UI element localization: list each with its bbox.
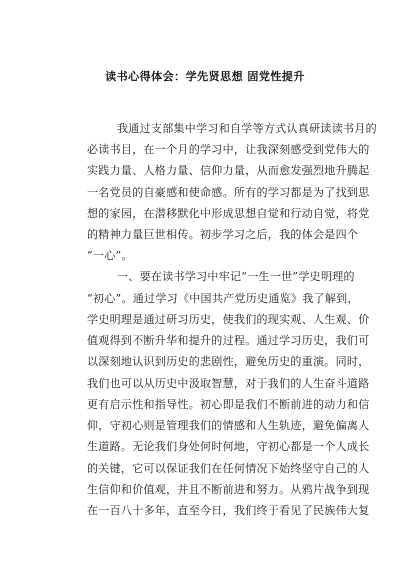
body-line: 一名党员的自豪感和使命感。所有的学习都是为了找到思 [87,186,370,199]
body-line: 在一百八十多年，直至今日，我们终于看见了民族伟大复 [87,504,370,517]
body-line: 生道路。无论我们身处何时何地，守初心都是一个人成长 [87,440,370,453]
body-line: 实践力量、人格力量、信仰力量，从而愈发强烈地升腾起 [87,164,370,177]
body-line: 我通过支部集中学习和自学等方式认真研读读书月的 [117,122,377,135]
body-line: 仰，守初心则是管理我们的情感和人生轨迹，避免偏离人 [87,419,370,432]
body-line: 想的家园，在潜移默化中形成思想自觉和行动自觉，将党 [87,207,370,220]
body-line: 学史明理是通过研习历史，使我们的现实观、人生观、价 [87,313,370,326]
document-title: 读书心得体会：学先贤思想 固党性提升 [105,70,305,83]
body-line: 必读书目，在一个月的学习中，让我深刻感受到党伟大的 [87,143,370,156]
body-line: 的精神力量巨世相传。初步学习之后，我的体会是四个 [87,228,359,241]
body-line: 以深刻地认识到历史的悲剧性，避免历史的重演。同时， [87,355,370,368]
body-line: 更有启示性和指导性。初心即是我们不断前进的动力和信 [87,398,370,411]
body-line: 一、要在读书学习中牢记“一生一世”学史明理的 [117,270,355,283]
body-line: 我们也可以从历史中汲取智慧，对于我们的人生奋斗道路 [87,377,370,390]
body-line: “一心”。 [87,249,133,262]
body-line: 生信仰和价值观，并且不断前进和努力。从鸦片战争到现 [87,483,370,496]
body-line: 值观得到不断升华和提升的过程。通过学习历史，我们可 [87,334,370,347]
body-line: “初心”。通过学习《中国共产党历史通览》我了解到， [87,292,359,305]
body-line: 的关键，它可以保证我们在任何情况下始终坚守自己的人 [87,462,370,475]
